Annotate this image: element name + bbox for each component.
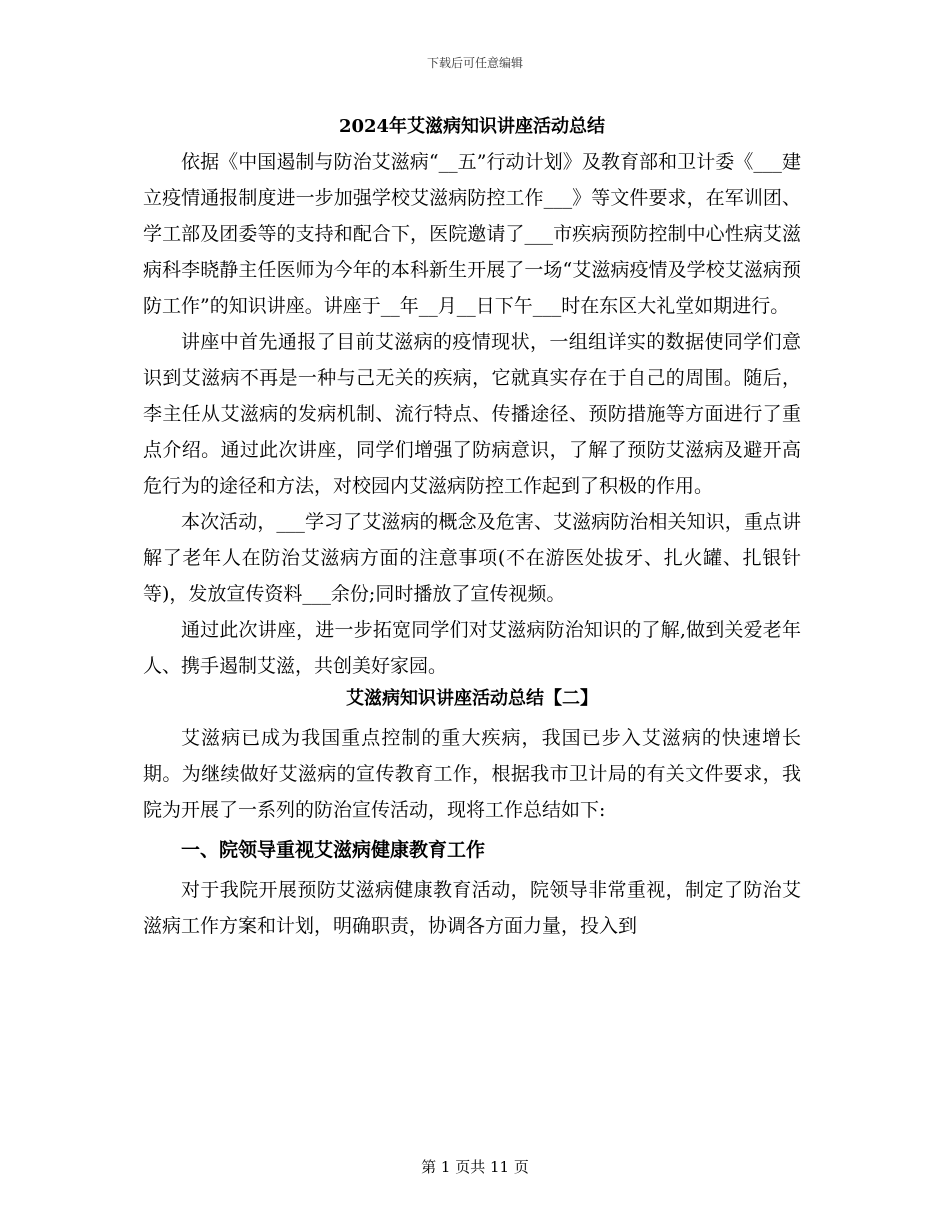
section-heading: 一、院领导重视艾滋病健康教育工作: [181, 839, 486, 861]
document-title: 2024年艾滋病知识讲座活动总结: [338, 116, 606, 137]
paragraph: 通过此次讲座，进一步拓宽同学们对艾滋病防治知识的了解,做到关爱老年人、携手遏制艾滋，共创美好家园。: [143, 619, 801, 677]
paragraph: 本次活动，___学习了艾滋病的概念及危害、艾滋病防治相关知识，重点讲解了老年人在防治艾滋病方面的注意事项(不在游医处拔牙、扎火罐、扎银针等)，发放宣传资料___余份;同时播放了宣传视频。: [143, 511, 801, 605]
page-footer: 第 1 页共 11 页: [421, 1158, 529, 1176]
document-body: [143, 114, 801, 944]
paragraph: 艾滋病已成为我国重点控制的重大疾病，我国已步入艾滋病的快速增长期。为继续做好艾滋病的宣传教育工作，根据我市卫计局的有关文件要求，我院为开展了一系列的防治宣传活动，现将工作总结如下:: [143, 727, 801, 821]
paragraph: 讲座中首先通报了目前艾滋病的疫情现状，一组组详实的数据使同学们意识到艾滋病不再是一种与己无关的疾病，它就真实存在于自己的周围。随后，李主任从艾滋病的发病机制、流行特点、传播途径、预防措施等方面进行了重点介绍。通过此次讲座，同学们增强了防病意识，了解了预防艾滋病及避开高危行为的途径和方法，对校园内艾滋病防控工作起到了积极的作用。: [143, 331, 801, 497]
paragraph: 依据《中国遏制与防治艾滋病“__五”行动计划》及教育部和卫计委《___建立疫情通报制度进一步加强学校艾滋病防控工作___》等文件要求，在军训团、学工部及团委等的支持和配合下，医院邀请了___市疾病预防控制中心性病艾滋病科李晓静主任医师为今年的本科新生开展了一场“艾滋病疫情及学校艾滋病预防工作”的知识讲座。讲座于__年__月__日下午___时在东区大礼堂如期进行。: [143, 151, 801, 317]
page-header: 下载后可任意编辑: [426, 56, 523, 70]
paragraph: 对于我院开展预防艾滋病健康教育活动，院领导非常重视，制定了防治艾滋病工作方案和计划，明确职责，协调各方面力量，投入到: [143, 879, 801, 937]
section-title: 艾滋病知识讲座活动总结【二】: [346, 688, 598, 709]
